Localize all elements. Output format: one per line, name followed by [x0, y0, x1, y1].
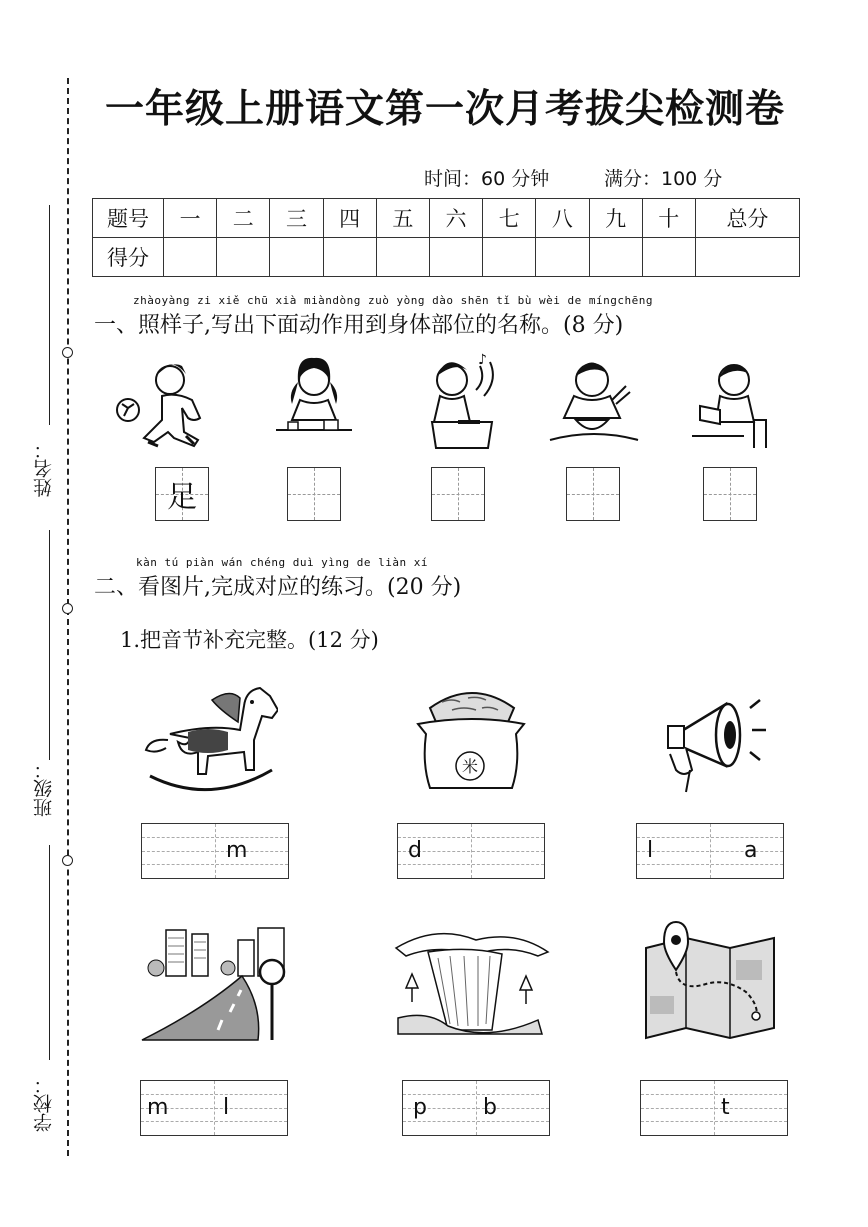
- name-write-line[interactable]: [49, 205, 50, 425]
- kicking-ball-boy-picture: [112, 352, 220, 452]
- pinyin-letter: p: [413, 1095, 427, 1120]
- score-input-cell[interactable]: [695, 238, 799, 277]
- table-cell: 六: [429, 199, 482, 238]
- score-input-cell[interactable]: [323, 238, 376, 277]
- table-cell: 五: [376, 199, 429, 238]
- table-cell: 题号: [93, 199, 164, 238]
- pinyin-grid[interactable]: [397, 823, 545, 879]
- pinyin-grid[interactable]: [140, 1080, 288, 1136]
- table-cell: 二: [217, 199, 270, 238]
- full-score-info: 满分：100 分: [604, 168, 723, 190]
- rice-bag-picture: [412, 688, 530, 792]
- writing-box[interactable]: [431, 467, 485, 521]
- pinyin-letter: m: [147, 1095, 169, 1120]
- pinyin-letter: d: [408, 838, 422, 863]
- city-road-picture: [138, 920, 298, 1046]
- pinyin-letter: l: [647, 838, 654, 863]
- class-write-line[interactable]: [49, 530, 50, 760]
- name-label: 姓名：: [33, 440, 55, 497]
- writing-box[interactable]: [703, 467, 757, 521]
- table-cell: 三: [270, 199, 323, 238]
- table-cell: 七: [483, 199, 536, 238]
- q2-heading: 二、看图片,完成对应的练习。(20 分): [94, 575, 462, 600]
- table-cell: 总分: [695, 199, 799, 238]
- svg-text:♪: ♪: [478, 352, 487, 368]
- pinyin-grid[interactable]: [636, 823, 784, 879]
- binding-hole: [62, 603, 73, 614]
- score-input-cell[interactable]: [483, 238, 536, 277]
- score-input-cell[interactable]: [642, 238, 695, 277]
- megaphone-picture: [660, 686, 778, 798]
- rice-label: 米: [461, 757, 479, 776]
- pinyin-grid[interactable]: [640, 1080, 788, 1136]
- binding-hole: [62, 347, 73, 358]
- writing-box[interactable]: [566, 467, 620, 521]
- table-cell: 四: [323, 199, 376, 238]
- table-cell: 一: [164, 199, 217, 238]
- writing-box[interactable]: [155, 467, 209, 521]
- time-info: 时间：60 分钟: [424, 168, 550, 190]
- score-table-score-row: [93, 238, 800, 277]
- school-label: 学校：: [33, 1075, 55, 1132]
- table-cell: 得分: [93, 238, 164, 277]
- binding-hole: [62, 855, 73, 866]
- school-write-line[interactable]: [49, 845, 50, 1060]
- score-input-cell[interactable]: [589, 238, 642, 277]
- pinyin-letter: t: [721, 1095, 730, 1120]
- eating-boy-picture: [546, 350, 642, 450]
- table-cell: 十: [642, 199, 695, 238]
- score-table: [92, 198, 800, 277]
- pinyin-letter: l: [223, 1095, 230, 1120]
- page-title: 一年级上册语文第一次月考拔尖检测卷: [104, 86, 785, 132]
- pinyin-letter: a: [744, 838, 758, 863]
- score-input-cell[interactable]: [376, 238, 429, 277]
- map-picture: [636, 912, 784, 1044]
- table-cell: 八: [536, 199, 589, 238]
- q2-sub1-heading: 1.把音节补充完整。(12 分): [120, 628, 379, 652]
- score-table-header-row: [93, 199, 800, 238]
- class-label: 班级：: [33, 760, 55, 817]
- rocking-horse-picture: [142, 680, 278, 798]
- writing-box[interactable]: [287, 467, 341, 521]
- table-cell: 九: [589, 199, 642, 238]
- score-input-cell[interactable]: [429, 238, 482, 277]
- q1-heading: 一、照样子,写出下面动作用到身体部位的名称。(8 分): [94, 313, 624, 338]
- drawing-girl-picture: [268, 352, 358, 444]
- q2-pinyin: kàn tú piàn wán chéng duì yìng de liàn xí: [136, 556, 429, 569]
- score-input-cell[interactable]: [217, 238, 270, 277]
- score-input-cell[interactable]: [164, 238, 217, 277]
- pinyin-letter: m: [226, 838, 248, 863]
- example-character: 足: [167, 480, 197, 515]
- score-input-cell[interactable]: [270, 238, 323, 277]
- pinyin-letter: b: [483, 1095, 497, 1120]
- reading-boy-picture: [690, 352, 772, 452]
- q1-pinyin: zhàoyàng zi xiě chū xià miàndòng zuò yòng dào shēn tǐ bù wèi de míngchēng: [133, 294, 653, 307]
- pinyin-grid[interactable]: [141, 823, 289, 879]
- score-input-cell[interactable]: [536, 238, 589, 277]
- waterfall-picture: [388, 918, 552, 1044]
- pinyin-grid[interactable]: [402, 1080, 550, 1136]
- binding-dashed-line: [67, 78, 69, 1156]
- singing-boy-picture: [418, 350, 506, 450]
